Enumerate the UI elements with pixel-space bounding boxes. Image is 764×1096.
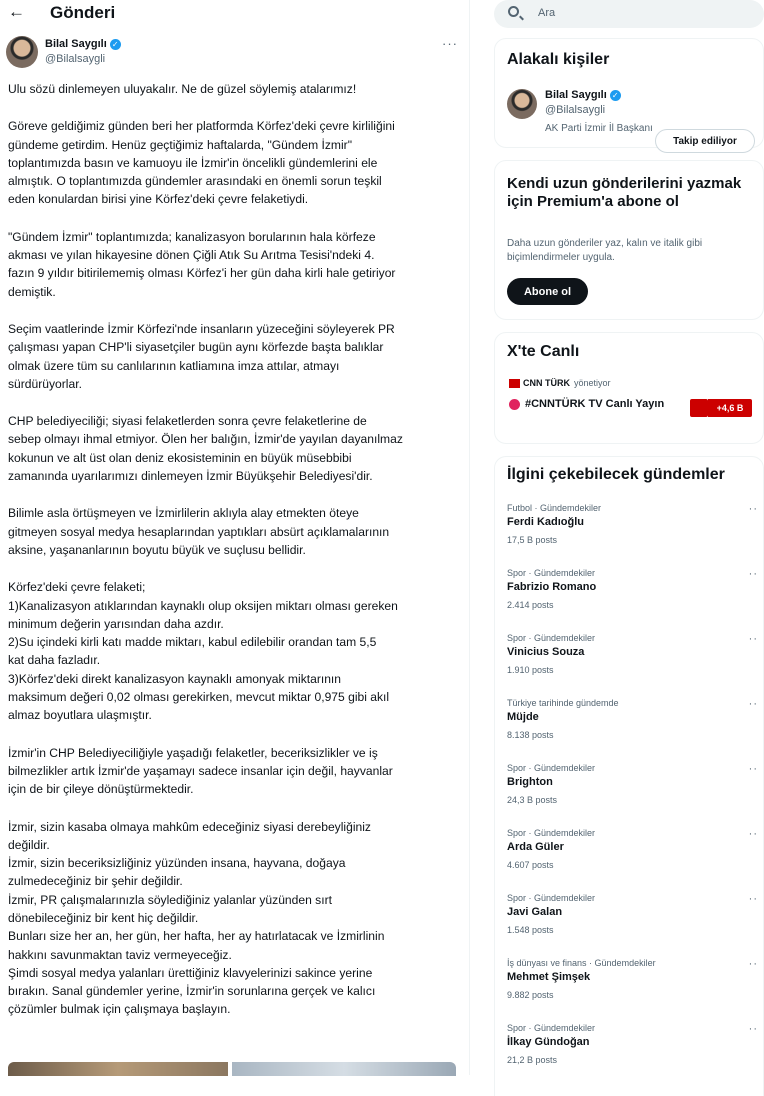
author-name[interactable]: Bilal Saygılı xyxy=(45,38,107,50)
related-title: Alakalı kişiler xyxy=(507,51,610,68)
paragraph-gap xyxy=(8,799,458,818)
more-options-icon[interactable]: ·· xyxy=(748,633,758,645)
post-media[interactable] xyxy=(8,1062,456,1076)
author-name-row[interactable] xyxy=(45,38,121,50)
post-line: toplantımızda basın ve kamuoyu ile İzmir'in öncelikli gündemlerini ele xyxy=(8,155,378,170)
more-options-icon[interactable]: ·· xyxy=(748,568,758,580)
live-stream-title[interactable]: #CNNTÜRK TV Canlı Yayın xyxy=(525,398,665,410)
trend-category: Spor · Gündemdekiler xyxy=(507,763,596,773)
trends-card xyxy=(494,456,764,1096)
trend-post-count: 1.548 posts xyxy=(507,925,554,935)
post-line: bilmezlikler artık İzmir'de yaşamayı sadece insanlar için değil, hayvanlar xyxy=(8,763,393,778)
trend-name[interactable]: Vinicius Souza xyxy=(507,646,585,658)
post-line: Şimdi sosyal medya yalanları ürettiğiniz klavyelerinizi sakince yerine xyxy=(8,965,373,980)
related-handle[interactable]: @Bilalsaygli xyxy=(545,104,606,116)
related-bio: AK Parti İzmir İl Başkanı xyxy=(545,123,653,134)
post-line: İzmir, PR çalışmalarınızla söylediğiniz yalanlar yüzünden sırt xyxy=(8,892,332,907)
media-image-1[interactable] xyxy=(8,1062,228,1076)
post-line: İzmir'in CHP Belediyeciliğiyle yaşadığı felaketler, beceriksizlikler ve iş xyxy=(8,745,378,760)
search-input[interactable]: Ara xyxy=(538,7,556,19)
trend-item[interactable] xyxy=(507,893,758,953)
paragraph-gap xyxy=(8,559,458,578)
trend-post-count: 1.910 posts xyxy=(507,665,554,675)
paragraph-gap xyxy=(8,98,458,117)
trend-item[interactable] xyxy=(507,633,758,693)
post-line: aksine, yaşananlarının boyutu büyük ve suçlusu bellidir. xyxy=(8,542,306,557)
more-options-icon[interactable]: ··· xyxy=(442,36,458,51)
more-options-icon[interactable]: ·· xyxy=(748,763,758,775)
trend-name[interactable]: Brighton xyxy=(507,776,553,788)
trend-category: Spor · Gündemdekiler xyxy=(507,1023,596,1033)
trend-item[interactable] xyxy=(507,763,758,823)
trend-item[interactable] xyxy=(507,828,758,888)
trend-category: Spor · Gündemdekiler xyxy=(507,568,596,578)
top-bar xyxy=(0,0,470,28)
post-line: almıştık. O toplantımızda gündemler arasındaki en önemli sorun teşkil xyxy=(8,174,382,189)
trend-category: İş dünyası ve finans · Gündemdekiler xyxy=(507,958,656,968)
more-options-icon[interactable]: ·· xyxy=(748,1023,758,1035)
trend-category: Spor · Gündemdekiler xyxy=(507,828,596,838)
trend-item[interactable] xyxy=(507,958,758,1018)
post-line: gündeme getirdim. Henüz geçtiğimiz haftalarda, "Gündem İzmir" xyxy=(8,137,353,152)
live-channel-name: CNN TÜRK xyxy=(523,378,570,388)
live-title: X'te Canlı xyxy=(507,343,580,360)
post-line: fazın 9 yıldır bitirilememiş olması Körfez'i her gün daha kirli hale getiriyor xyxy=(8,266,396,281)
more-options-icon[interactable]: ·· xyxy=(748,698,758,710)
trend-category: Spor · Gündemdekiler xyxy=(507,633,596,643)
related-name-row[interactable] xyxy=(545,89,621,101)
trend-name[interactable]: Müjde xyxy=(507,711,539,723)
post-line: dönebileceğiniz bir kent hiç değildir. xyxy=(8,910,199,925)
paragraph-gap xyxy=(8,393,458,412)
live-listener-count: +4,6 B xyxy=(708,399,752,417)
post-line: hakkını savunmaktan taviz vermeyeceğiz. xyxy=(8,947,232,962)
avatar[interactable] xyxy=(6,36,38,68)
post-line: kokunun ve alt üst olan deniz ekosisteminin en büyük müsebbibi xyxy=(8,450,352,465)
page-title: Gönderi xyxy=(50,3,116,22)
post-line: Bilimle asla örtüşmeyen ve İzmirlilerin aklıyla alay etmekten öteye xyxy=(8,506,359,521)
trend-item[interactable] xyxy=(507,568,758,628)
trend-category: Futbol · Gündemdekiler xyxy=(507,503,602,513)
trend-name[interactable]: Ferdi Kadıoğlu xyxy=(507,516,584,528)
trend-item[interactable] xyxy=(507,1023,758,1083)
post-line: akması ve yılan hikayesine dönen Çiğli Atık Su Arıtma Tesisi'ndeki 4. xyxy=(8,248,375,263)
trend-name[interactable]: Arda Güler xyxy=(507,841,564,853)
post-text xyxy=(8,80,458,1019)
trend-post-count: 2.414 posts xyxy=(507,600,554,610)
post-line: Bunları size her an, her gün, her hafta, her ay hatırlatacak ve İzmirlinin xyxy=(8,929,385,944)
post-line: 3)Körfez'deki direkt kanalizasyon kaynaklı amonyak miktarının xyxy=(8,671,342,686)
post-line: 2)Su içindeki kirli katı madde miktarı, kabul edilebilir orandan tam 5,5 xyxy=(8,635,377,650)
post-line: almaz boyutlara ulaşmıştır. xyxy=(8,708,152,723)
back-arrow-icon[interactable]: ← xyxy=(8,2,25,21)
post-line: Körfez'deki çevre felaketi; xyxy=(8,580,146,595)
post-line: "Gündem İzmir" toplantımızda; kanalizasyon borularının hala körfeze xyxy=(8,229,376,244)
trend-name[interactable]: İlkay Gündoğan xyxy=(507,1036,590,1048)
post-line: için de bir çileye dönüştürmektedir. xyxy=(8,782,194,797)
cnn-logo-icon xyxy=(509,379,520,388)
avatar[interactable] xyxy=(507,89,537,119)
paragraph-gap xyxy=(8,209,458,228)
search-icon xyxy=(508,6,519,17)
trend-post-count: 24,3 B posts xyxy=(507,795,558,805)
live-card[interactable] xyxy=(494,332,764,444)
post-line: maksimum değeri 0,02 olması gerekirken, mevcut miktar 0,975 gibi akıl xyxy=(8,690,390,705)
post-line: çözümler bulmak için çalışmaya başlayın. xyxy=(8,1002,231,1017)
post-line: minimum değerin yarısından daha azdır. xyxy=(8,616,224,631)
trend-post-count: 4.607 posts xyxy=(507,860,554,870)
premium-card xyxy=(494,160,764,320)
post-author xyxy=(6,36,466,70)
trends-title: İlgini çekebilecek gündemler xyxy=(507,466,725,483)
post-line: Ulu sözü dinlemeyen uluyakalır. Ne de güzel söylemiş atalarımız! xyxy=(8,82,357,96)
paragraph-gap xyxy=(8,725,458,744)
trend-post-count: 9.882 posts xyxy=(507,990,554,1000)
trend-name[interactable]: Mehmet Şimşek xyxy=(507,971,591,983)
trend-post-count: 17,5 B posts xyxy=(507,535,558,545)
trend-post-count: 21,2 B posts xyxy=(507,1055,558,1065)
more-options-icon[interactable]: ·· xyxy=(748,503,758,515)
post-line: 1)Kanalizasyon atıklarından kaynaklı olup oksijen miktarı olması gereken xyxy=(8,598,398,613)
post-line: çalışması yapan CHP'li siyasetçiler bugün aynı körfezde başta balıklar xyxy=(8,340,384,355)
trend-name[interactable]: Fabrizio Romano xyxy=(507,581,597,593)
trend-post-count: 8.138 posts xyxy=(507,730,554,740)
live-indicator-icon xyxy=(509,399,520,410)
post-line: olmak üzere tüm su canlılarının katliamına imza attılar, atmayı xyxy=(8,358,340,373)
post-line: sebep olmayı ihmal etmiyor. Ölen her balığın, İzmir'de yayılan dayanılmaz xyxy=(8,432,403,447)
post-line: İzmir, sizin beceriksizliğiniz yüzünden insana, hayvana, doğaya xyxy=(8,856,346,871)
trend-name[interactable]: Javi Galan xyxy=(507,906,563,918)
verified-badge-icon: ✓ xyxy=(110,39,121,50)
verified-badge-icon: ✓ xyxy=(610,90,621,101)
search-box[interactable] xyxy=(494,0,764,28)
paragraph-gap xyxy=(8,485,458,504)
post-line: bırakın. Sanal gündemler yerine, İzmir'in sorunlarına gerçek ve kalıcı xyxy=(8,984,376,999)
post-line: değildir. xyxy=(8,837,50,852)
related-name[interactable]: Bilal Saygılı xyxy=(545,89,607,101)
subscribe-button[interactable]: Abone ol xyxy=(507,278,588,305)
live-channel[interactable] xyxy=(509,378,611,388)
post-line: CHP belediyeciliği; siyasi felaketlerden sonra çevre felaketlerine de xyxy=(8,414,367,429)
author-handle[interactable]: @Bilalsaygli xyxy=(45,53,106,65)
premium-title: Kendi uzun gönderilerini yazmak için Premium'a abone ol xyxy=(507,175,742,210)
trend-item[interactable] xyxy=(507,503,758,563)
post-line: kat daha fazladır. xyxy=(8,653,101,668)
more-options-icon[interactable]: ·· xyxy=(748,958,758,970)
more-options-icon[interactable]: ·· xyxy=(748,828,758,840)
post-line: sürdürüyorlar. xyxy=(8,376,82,391)
post-line: eden konulardan birisi yine Körfez'deki çevre felaketiydi. xyxy=(8,192,309,207)
post-line: Seçim vaatlerinde İzmir Körfezi'nde insanların yüzeceğini söyleyerek PR xyxy=(8,321,395,336)
post-line: zamanında uyarılarımızı dinlemeyen İzmir Büyükşehir Belediyesi'dir. xyxy=(8,469,373,484)
paragraph-gap xyxy=(8,301,458,320)
following-button[interactable]: Takip ediliyor xyxy=(655,129,755,153)
cnn-logo-icon xyxy=(690,399,708,417)
post-line: İzmir, sizin kasaba olmaya mahkûm edeceğiniz siyasi derebeyliğiniz xyxy=(8,819,371,834)
trend-category: Türkiye tarihinde gündemde xyxy=(507,698,619,708)
related-people-card xyxy=(494,38,764,148)
post-line: gitmeyen sosyal medya hesaplarından yaptıkları absürt açıklamalarının xyxy=(8,524,390,539)
trend-category: Spor · Gündemdekiler xyxy=(507,893,596,903)
post-line: demiştik. xyxy=(8,284,56,299)
premium-description: Daha uzun gönderiler yaz, kalın ve italik gibi biçimlendirmeler uygula. xyxy=(507,238,703,263)
trend-item[interactable] xyxy=(507,698,758,758)
media-image-2[interactable] xyxy=(232,1062,456,1076)
more-options-icon[interactable]: ·· xyxy=(748,893,758,905)
post-line: Göreve geldiğimiz günden beri her platformda Körfez'deki çevre kirliliğini xyxy=(8,119,395,134)
live-host-label: yönetiyor xyxy=(574,378,611,388)
post-line: zulmedeceğiniz bir şehir değildir. xyxy=(8,874,183,889)
